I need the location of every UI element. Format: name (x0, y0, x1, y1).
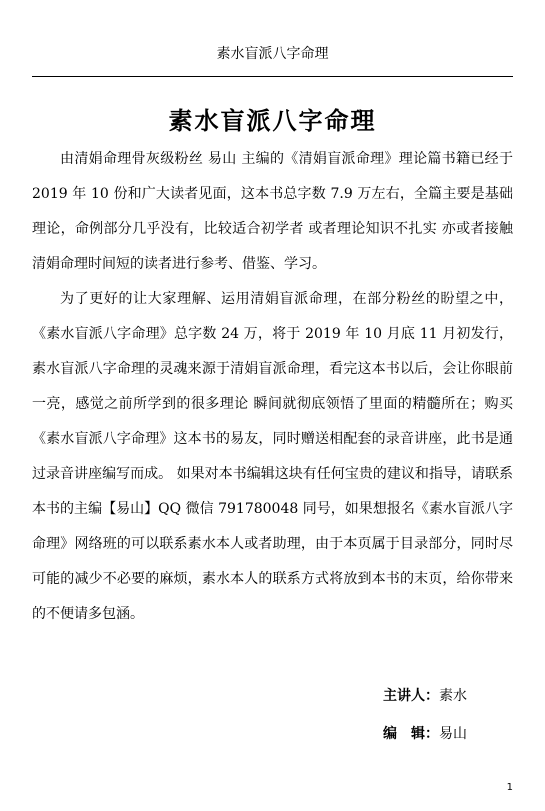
paragraph-release: 为了更好的让大家理解、运用清娟盲派命理，在部分粉丝的盼望之中，《素水盲派八字命理》总字数 24 万，将于 2019 年 10 月底 11 月初发行，素水盲派八字命理的灵魂来源于清娟盲派命理，看完这本书以后，会让你眼前一亮，感觉之前所学到的很多理论 瞬间就彻底领悟了里面的精髓所在；购买《素水盲派八字命理》这本书的易友，同时赠送相配套的录音讲座，此书是通过录音讲座编写而成。 如果对本书编辑这块有任何宝贵的建议和指导，请联系本书的主编【易山】QQ 微信 791780048 同号，如果想报名《素水盲派八字命理》网络班的可以联系素水本人或者助理，由于本页属于目录部分，同时尽可能的减少不必要的麻烦，素水本人的联系方式将放到本书的末页，给你带来的不便请多包涵。 (32, 291, 513, 622)
lecturer-name: 素水 (439, 688, 467, 704)
lecturer-line (383, 686, 513, 706)
page-title: 素水盲派八字命理 (168, 107, 377, 135)
running-header: 素水盲派八字命理 (216, 46, 329, 62)
editor-name: 易山 (439, 726, 467, 742)
editor-line (383, 724, 513, 744)
editor-label: 编 辑： (383, 726, 439, 742)
document-body (32, 142, 513, 632)
page-number: 1 (506, 782, 513, 793)
paragraph-intro: 由清娟命理骨灰级粉丝 易山 主编的《清娟盲派命理》理论篇书籍已经于 2019 年 10 份和广大读者见面，这本书总字数 7.9 万左右，全篇主要是基础理论，命例部分几乎没有，比较适合初学者 或者理论知识不扎实 亦或者接触清娟命理时间短的读者进行参考、借鉴、学习。 (32, 151, 513, 272)
header-divider (32, 76, 513, 77)
lecturer-label: 主讲人： (383, 688, 439, 704)
